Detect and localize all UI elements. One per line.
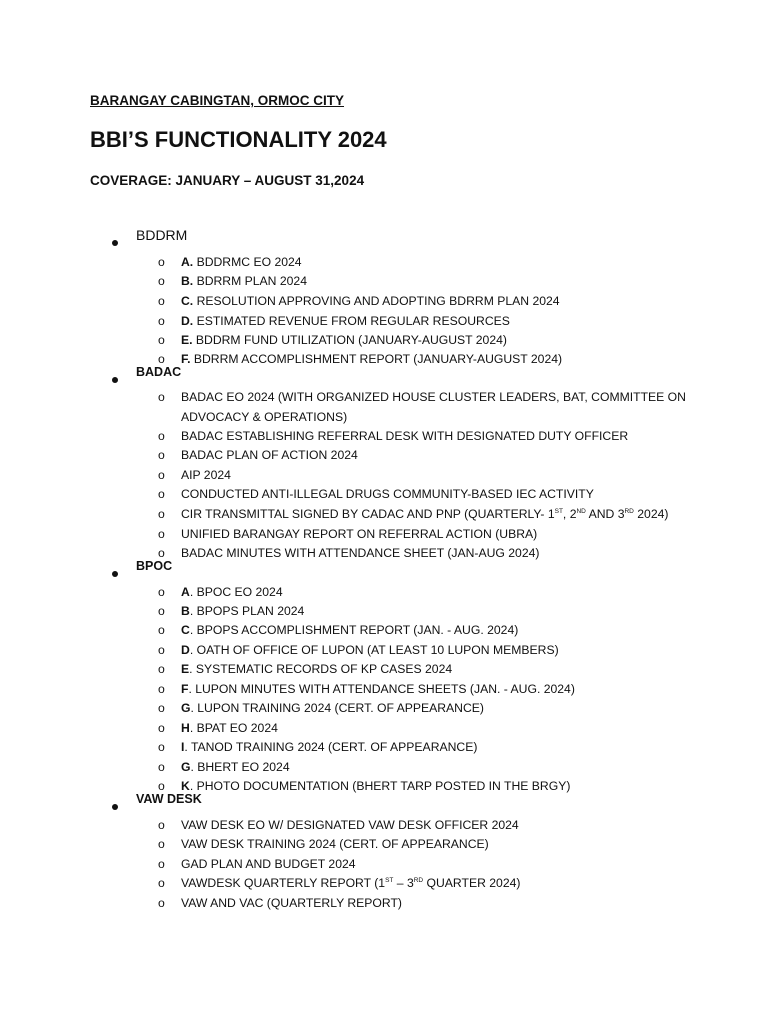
coverage-line: COVERAGE: JANUARY – AUGUST 31,2024 bbox=[90, 173, 365, 188]
section-label: BPOC bbox=[136, 559, 173, 573]
page-title: BBI’S FUNCTIONALITY 2024 bbox=[90, 127, 387, 152]
section-label: BADAC bbox=[136, 365, 182, 379]
bullet-icon bbox=[112, 377, 118, 383]
bullet-icon bbox=[112, 804, 118, 810]
bullet-icon bbox=[112, 571, 118, 577]
document-page: BARANGAY CABINGTAN, ORMOC CITY BBI’S FUNCTIONALITY 2024 COVERAGE: JANUARY – AUGUST 31,2024 BDDRM o A. BDDRMC EO 2024 o B. BDRRM PLAN 2024 o C. RESOLUTION APPROVING AND ADOPTING BDRRM PLAN 2024 o D. ESTIMATED REVENUE FROM REGULAR RESOURCES o E. BDDRM FUND UTILIZATION (JANUARY-AUGUST 2024) o F. BDRRM ACCOMPLISHMENT REPORT (JANUARY-AUGUST 2024) BADAC o BADAC EO 2024 (WITH ORGANIZED HOUSE CLUSTER LEADERS, BAT, COMMITTEE ON ADVOCACY & OPERATIONS) o BADAC ESTABLISHING REFERRAL DESK WITH DESIGNATED DUTY OFFICER o BADAC PLAN OF ACTION 2024 o AIP 2024 o CONDUCTED ANTI-ILLEGAL DRUGS COMMUNITY-BASED IEC ACTIVITY o CIR TRANSMITTAL SIGNED BY CADAC AND PNP (QUARTERLY- 1ST, 2ND AND 3RD 2024) o UNIFIED BARANGAY REPORT ON REFERRAL ACTION (UBRA) o BADAC MINUTES WITH ATTENDANCE SHEET (JAN-AUG 2024) BPOC o A. BPOC EO 2024 o B. BPOPS PLAN 2024 o C. BPOPS ACCOMPLISHMENT REPORT (JAN. - AUG. 2024) o D. OATH OF OFFICE OF LUPON (AT LEAST 10 LUPON MEMBERS) o E. SYSTEMATIC RECORDS OF KP CASES 2024 o F. LUPON MINUTES WITH ATTENDANCE SHEETS (JAN. - AUG. 2024) o G. LUPON TRAINING 2024 (CERT. OF APPEARANCE) o H. BPAT EO 2024 o I. TANOD TRAINING 2024 (CERT. OF APPEARANCE) o G. BHERT EO 2024 o K. PHOTO DOCUMENTATION (BHERT TARP POSTED IN THE BRGY) VAW DESK o VAW DESK EO W/ DESIGNATED VAW DESK OFFICER 2024 o VAW DESK TRAINING 2024 (CERT. OF APPEARANCE) o GAD PLAN AND BUDGET 2024 o VAWDESK QUARTERLY REPORT (1ST – 3RD QUARTER 2024) o VAW AND VAC (QUARTERLY REPORT) bbox=[90, 93, 686, 910]
bullet-icon bbox=[112, 240, 118, 246]
section-label: BDDRM bbox=[136, 227, 188, 243]
barangay-heading: BARANGAY CABINGTAN, ORMOC CITY bbox=[90, 93, 345, 108]
section-label: VAW DESK bbox=[136, 792, 202, 806]
